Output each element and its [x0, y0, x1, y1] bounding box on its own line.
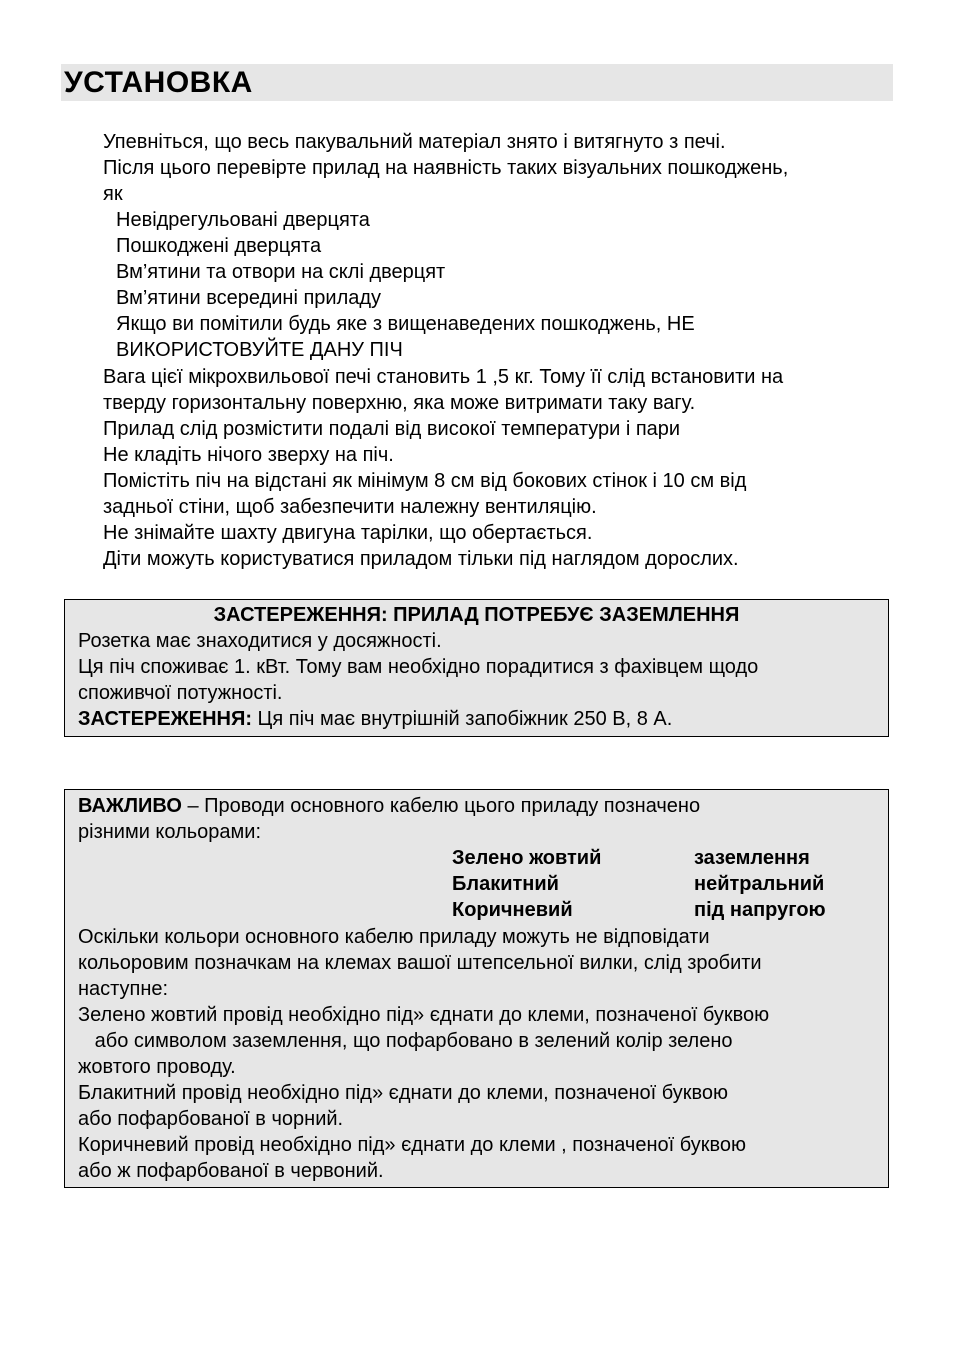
instruction-line: Прилад слід розмістити подалі від високої температури і пари — [103, 418, 681, 440]
wiring-line: жовтого проводу. — [78, 1056, 236, 1078]
fuse-warning-line — [78, 707, 672, 731]
grounding-warning-box — [64, 599, 889, 737]
wire-color-green-yellow: Зелено жовтий — [452, 847, 602, 869]
damage-warning: Якщо ви помітили будь яке з вищенаведених пошкоджень, НЕ — [116, 313, 695, 335]
damage-item: Вм’ятини та отвори на склі дверцят — [116, 261, 446, 283]
grounding-line: Розетка має знаходитися у досяжності. — [78, 630, 442, 652]
instruction-line: Помістіть піч на відстані як мінімум 8 см від бокових стінок і 10 см від — [103, 470, 747, 492]
wire-meaning-live: під напругою — [694, 899, 826, 921]
intro-line: Після цього перевірте прилад на наявність таких візуальних пошкоджень, — [103, 157, 789, 179]
wiring-line: кольоровим позначкам на клемах вашої штепсельної вилки, слід зробити — [78, 952, 762, 974]
damage-item: Невідрегульовані дверцята — [116, 209, 370, 231]
intro-line: Упевніться, що весь пакувальний матеріал знято і витягнуто з печі. — [103, 131, 726, 153]
wiring-line: або символом заземлення, що пофарбовано в зелений колір зелено — [78, 1030, 733, 1052]
important-text: – Проводи основного кабелю цього приладу позначено — [181, 795, 701, 817]
section-title-bar — [61, 64, 893, 101]
wiring-line: або пофарбованої в чорний. — [78, 1108, 344, 1130]
fuse-warning-text: Ця піч має внутрішній запобіжник 250 В, 8 А. — [252, 708, 673, 730]
wiring-line: або ж пофарбованої в червоний. — [78, 1160, 384, 1182]
fuse-warning-label: ЗАСТЕРЕЖЕННЯ: — [78, 708, 252, 730]
damage-warning: ВИКОРИСТОВУЙТЕ ДАНУ ПІЧ — [116, 339, 403, 361]
important-line: різними кольорами: — [78, 821, 262, 843]
instruction-line: Вага цієї мікрохвильової печі становить 1 ,5 кг. Тому її слід встановити на — [103, 366, 784, 388]
wire-meaning-neutral: нейтральний — [694, 873, 825, 895]
wiring-line: Блакитний провід необхідно під» єднати до клеми, позначеної буквою — [78, 1082, 729, 1104]
intro-line: як — [103, 183, 123, 205]
instruction-line: Діти можуть користуватися приладом тільки під наглядом дорослих. — [103, 548, 739, 570]
wire-color-blue: Блакитний — [452, 873, 559, 895]
instruction-line: задньої стіни, щоб забезпечити належну вентиляцію. — [103, 496, 597, 518]
damage-item: Пошкоджені дверцята — [116, 235, 322, 257]
wiring-line: наступне: — [78, 978, 169, 1000]
grounding-line: споживчої потужності. — [78, 682, 283, 704]
instruction-line: тверду горизонтальну поверхню, яка може витримати таку вагу. — [103, 392, 696, 414]
wiring-line: Коричневий провід необхідно під» єднати до клеми , позначеної буквою — [78, 1134, 747, 1156]
wiring-important-box — [64, 789, 889, 1188]
wiring-line: Зелено жовтий провід необхідно під» єднати до клеми, позначеної буквою — [78, 1004, 770, 1026]
wire-color-brown: Коричневий — [452, 899, 573, 921]
important-label: ВАЖЛИВО — [78, 795, 182, 817]
wire-meaning-ground: заземлення — [694, 847, 810, 869]
grounding-heading: ЗАСТЕРЕЖЕННЯ: ПРИЛАД ПОТРЕБУЄ ЗАЗЕМЛЕННЯ — [213, 604, 740, 626]
grounding-line: Ця піч споживає 1. кВт. Тому вам необхідно порадитися з фахівцем щодо — [78, 656, 759, 678]
instruction-line: Не кладіть нічого зверху на піч. — [103, 444, 394, 466]
page-title: УСТАНОВКА — [64, 66, 253, 99]
instruction-line: Не знімайте шахту двигуна тарілки, що обертається. — [103, 522, 593, 544]
important-line — [78, 794, 700, 818]
wiring-line: Оскільки кольори основного кабелю приладу можуть не відповідати — [78, 926, 710, 948]
damage-item: Вм’ятини всередині приладу — [116, 287, 382, 309]
